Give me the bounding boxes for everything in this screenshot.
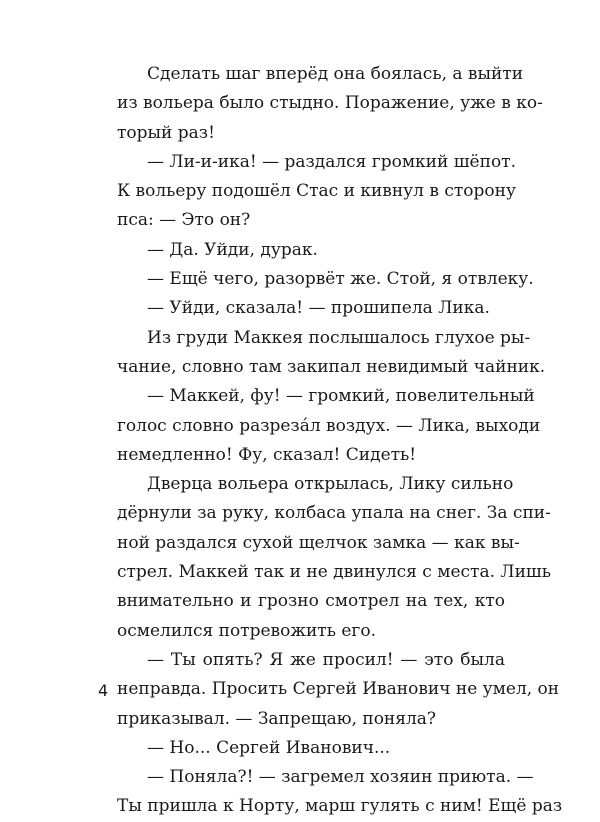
text-line: — Уйди, сказала! — прошипела Лика. [147, 298, 490, 319]
text-line: стрел. Маккей так и не двинулся с места. Лишь [117, 562, 551, 583]
page-number: 4 [98, 681, 109, 700]
text-line: немедленно! Фу, сказал! Сидеть! [117, 444, 417, 465]
text-line: из вольера было стыдно. Поражение, уже в ко- [117, 93, 543, 114]
text-line: Ты пришла к Норту, марш гулять с ним! Ещё раз [117, 796, 563, 817]
text-line: — Поняла?! — загремел хозяин приюта. — [147, 767, 534, 788]
text-line: — Но... Сергей Иванович... [147, 737, 391, 758]
text-line: — Да. Уйди, дурак. [147, 239, 318, 260]
text-line: пса: — Это он? [117, 210, 251, 231]
text-line: чание, словно там закипал невидимый чайник. [117, 356, 546, 377]
text-line: ной раздался сухой щелчок замка — как вы- [117, 532, 520, 553]
text-line: — Ещё чего, разорвёт же. Стой, я отвлеку. [147, 269, 534, 290]
text-line: Из груди Маккея послышалось глухое ры- [147, 327, 531, 348]
text-line: приказывал. — Запрещаю, поняла? [117, 708, 437, 729]
text-line: К вольеру подошёл Стас и кивнул в сторону [117, 181, 516, 202]
text-line: — Ли-и-ика! — раздался громкий шёпот. [147, 151, 516, 172]
text-line: Сделать шаг вперёд она боялась, а выйти [147, 64, 524, 84]
text-line: Дверца вольера открылась, Лику сильно [147, 474, 514, 495]
text-line: — Маккей, фу! — громкий, повелительный [147, 386, 535, 407]
text-line: неправда. Просить Сергей Иванович не умел, он [117, 679, 560, 700]
text-line: торый раз! [117, 122, 215, 143]
body-text [117, 60, 563, 822]
text-line: внимательно и грозно смотрел на тех, кто [117, 591, 505, 612]
text-line: осмелился потревожить его. [117, 620, 376, 641]
text-line: — Ты опять? Я же просил! — это была [147, 649, 505, 670]
text-line: дёрнули за руку, колбаса упала на снег. За спи- [117, 503, 551, 524]
text-line: голос словно разреза́л воздух. — Лика, выходи [117, 415, 541, 436]
